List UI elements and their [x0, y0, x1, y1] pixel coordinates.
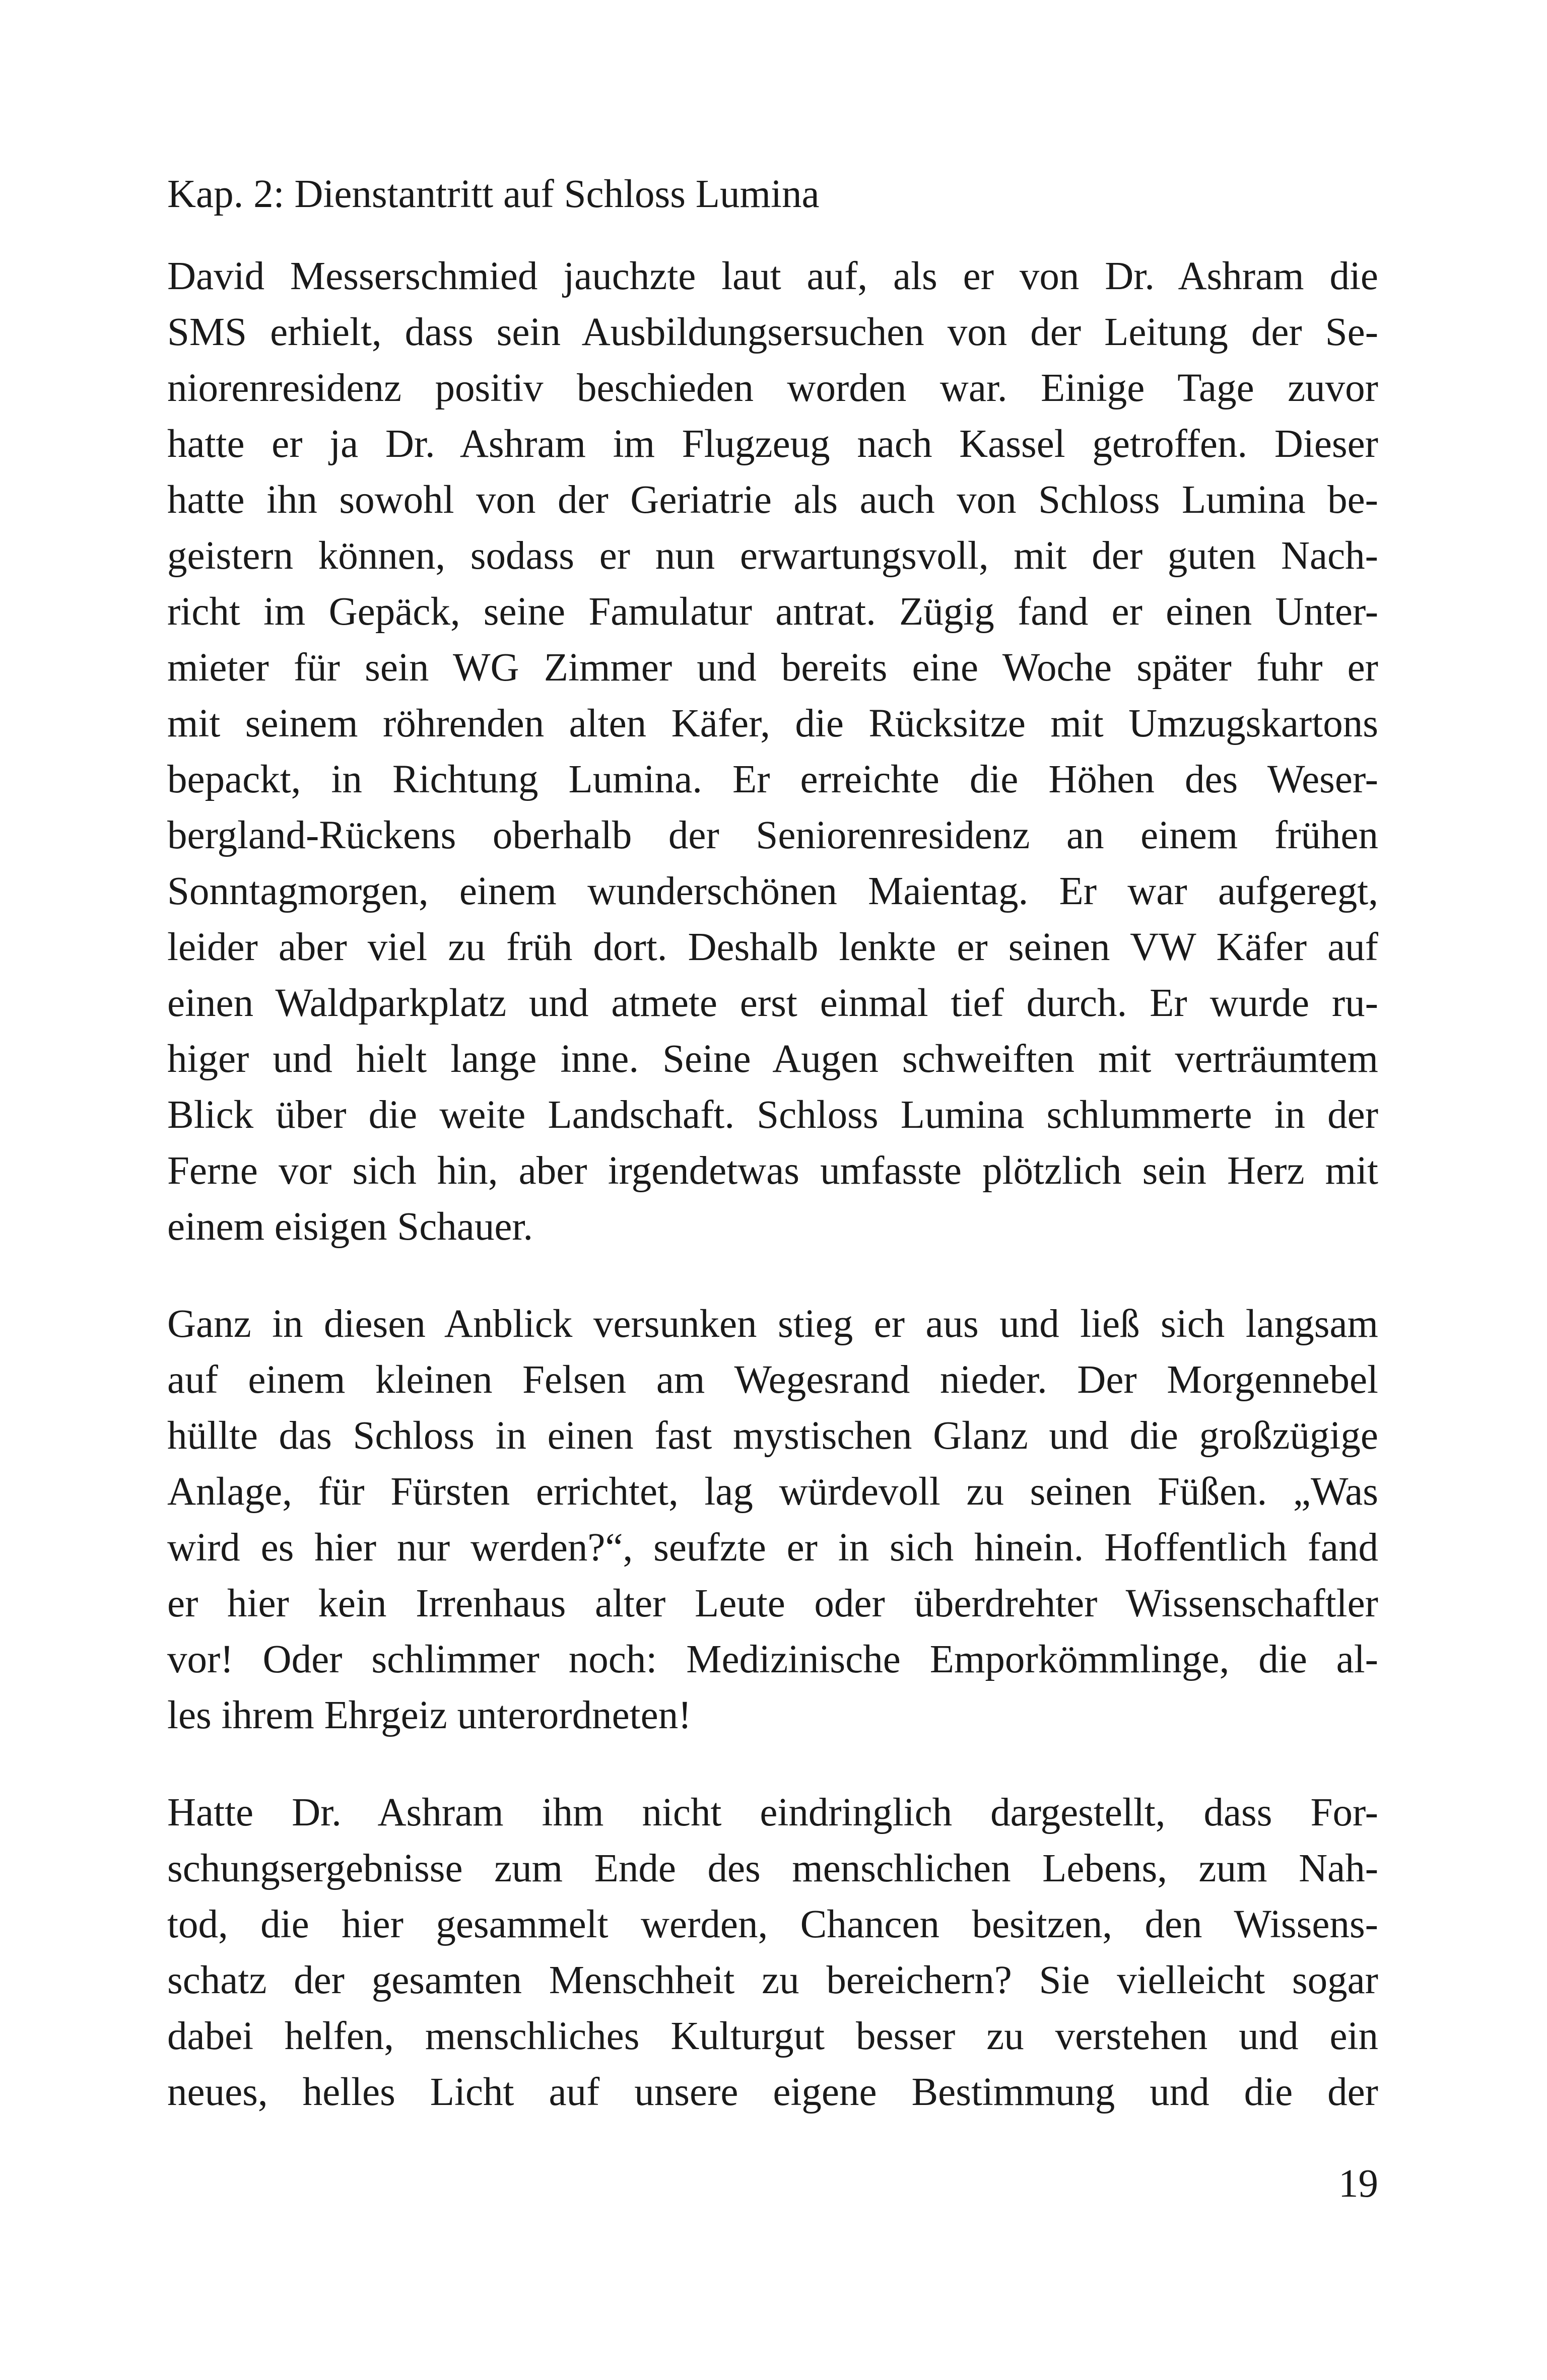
text-line: einem eisigen Schauer.: [167, 1205, 533, 1249]
text-line: einen Waldparkplatz und atmete erst einmal tief durch. Er wurde ru-: [167, 981, 1378, 1025]
title-spacing: [167, 222, 1378, 248]
text-line: Ferne vor sich hin, aber irgendetwas umfasste plötzlich sein Herz mit: [167, 1149, 1378, 1193]
paragraph: [167, 248, 1378, 1255]
text-line: David Messerschmied jauchzte laut auf, als er von Dr. Ashram die: [167, 254, 1378, 298]
paragraph: [167, 1785, 1378, 2120]
text-line: Sonntagmorgen, einem wunderschönen Maientag. Er war aufgeregt,: [167, 869, 1378, 913]
text-line: Ganz in diesen Anblick versunken stieg er aus und ließ sich langsam: [167, 1302, 1378, 1346]
text-line: mit seinem röhrenden alten Käfer, die Rücksitze mit Umzugskartons: [167, 702, 1378, 745]
text-line: les ihrem Ehrgeiz unterordneten!: [167, 1693, 692, 1737]
text-line: richt im Gepäck, seine Famulatur antrat. Zügig fand er einen Unter-: [167, 590, 1378, 634]
page-number: 19: [1338, 2162, 1378, 2206]
text-line: Hatte Dr. Ashram ihm nicht eindringlich dargestellt, dass For-: [167, 1791, 1378, 1834]
paragraph-list: [167, 248, 1378, 2120]
text-line: neues, helles Licht auf unsere eigene Bestimmung und die der: [167, 2070, 1378, 2114]
paragraph-spacing: [167, 1255, 1378, 1296]
text-line: bepackt, in Richtung Lumina. Er erreichte die Höhen des Weser-: [167, 758, 1378, 801]
chapter-title: Kap. 2: Dienstantritt auf Schloss Lumina: [167, 172, 820, 216]
text-line: Blick über die weite Landschaft. Schloss Lumina schlummerte in der: [167, 1093, 1378, 1137]
text-line: schatz der gesamten Menschheit zu bereichern? Sie vielleicht sogar: [167, 1958, 1378, 2002]
text-line: dabei helfen, menschliches Kulturgut besser zu verstehen und ein: [167, 2014, 1378, 2058]
paragraph: [167, 1296, 1378, 1743]
text-line: schungsergebnisse zum Ende des menschlichen Lebens, zum Nah-: [167, 1847, 1378, 1890]
text-line: er hier kein Irrenhaus alter Leute oder überdrehter Wissenschaftler: [167, 1582, 1378, 1625]
text-line: auf einem kleinen Felsen am Wegesrand nieder. Der Morgennebel: [167, 1358, 1378, 1402]
text-line: geistern können, sodass er nun erwartungsvoll, mit der guten Nach-: [167, 534, 1378, 578]
text-line: hatte er ja Dr. Ashram im Flugzeug nach Kassel getroffen. Dieser: [167, 422, 1378, 466]
text-line: mieter für sein WG Zimmer und bereits eine Woche später fuhr er: [167, 646, 1378, 690]
text-line: hüllte das Schloss in einen fast mystischen Glanz und die großzügige: [167, 1414, 1378, 1458]
page-body: [167, 166, 1378, 2120]
text-line: vor! Oder schlimmer noch: Medizinische Emporkömmlinge, die al-: [167, 1638, 1378, 1681]
text-line: hatte ihn sowohl von der Geriatrie als auch von Schloss Lumina be-: [167, 478, 1378, 522]
text-line: wird es hier nur werden?“, seufzte er in sich hinein. Hoffentlich fand: [167, 1526, 1378, 1570]
text-line: SMS erhielt, dass sein Ausbildungsersuchen von der Leitung der Se-: [167, 310, 1378, 354]
text-line: tod, die hier gesammelt werden, Chancen besitzen, den Wissens-: [167, 1902, 1378, 1946]
text-line: bergland-Rückens oberhalb der Seniorenresidenz an einem frühen: [167, 813, 1378, 857]
paragraph-spacing: [167, 1743, 1378, 1785]
text-line: niorenresidenz positiv beschieden worden war. Einige Tage zuvor: [167, 366, 1378, 410]
text-line: Anlage, für Fürsten errichtet, lag würdevoll zu seinen Füßen. „Was: [167, 1470, 1378, 1514]
text-line: leider aber viel zu früh dort. Deshalb lenkte er seinen VW Käfer auf: [167, 925, 1378, 969]
text-line: higer und hielt lange inne. Seine Augen schweiften mit verträumtem: [167, 1037, 1378, 1081]
